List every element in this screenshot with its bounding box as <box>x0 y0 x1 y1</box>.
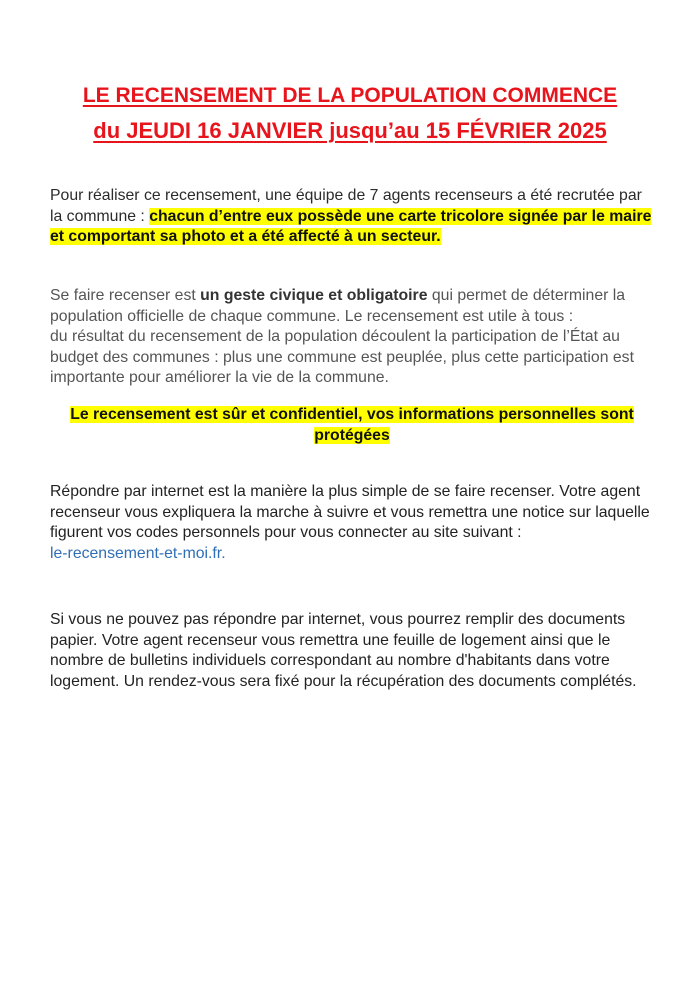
paragraph-agents <box>50 186 654 248</box>
paragraph-confidential-line-2: protégées <box>314 426 390 444</box>
census-website-link[interactable]: le-recensement-et-moi.fr. <box>50 544 226 562</box>
paragraph-agents-text: Pour réaliser ce recensement, une équipe de 7 agents recenseurs a été recrutée par la commune : <box>50 187 642 225</box>
paragraph-civic <box>50 286 654 389</box>
paragraph-internet <box>50 482 654 564</box>
paragraph-internet-text: Répondre par internet est la manière la plus simple de se faire recenser. Votre agent recenseur vous expliquera la marche à suivre et vous remettra une notice sur laquelle figurent vos codes personnels pour vous connecter au site suivant : <box>50 483 650 541</box>
title-line-1: LE RECENSEMENT DE LA POPULATION COMMENCE <box>82 84 618 107</box>
paragraph-civic-strong: un geste civique et obligatoire <box>200 287 428 304</box>
paragraph-agents-highlight: chacun d’entre eux possède une carte tricolore signée par le maire et comportant sa photo et a été affecté à un secteur. <box>50 207 652 245</box>
paragraph-civic-after-1: qui permet de déterminer la population officielle de chaque commune. Le recensement est utile à tous : <box>50 287 626 325</box>
paragraph-paper: Si vous ne pouvez pas répondre par internet, vous pourrez remplir des documents papier. Votre agent recenseur vous remettra une feuille de logement ainsi que le nombre de bulletins individuels correspondant au nombre d'habitants dans votre logement. Un rendez-vous sera fixé pour la récupération des documents complétés. <box>50 611 637 690</box>
paragraph-confidential <box>50 405 654 446</box>
paragraph-civic-after-2: du résultat du recensement de la population découlent la participation de l’État au budget des communes : plus une commune est peuplée, plus cette participation est importante pour améliorer la vie de la commune. <box>50 328 634 386</box>
paragraph-civic-before: Se faire recenser est <box>50 287 201 304</box>
paragraph-confidential-line-1: Le recensement est sûr et confidentiel, vos informations personnelles sont <box>70 406 634 423</box>
title-line-2: du JEUDI 16 JANVIER jusqu’au 15 FÉVRIER 2025 <box>93 118 607 143</box>
